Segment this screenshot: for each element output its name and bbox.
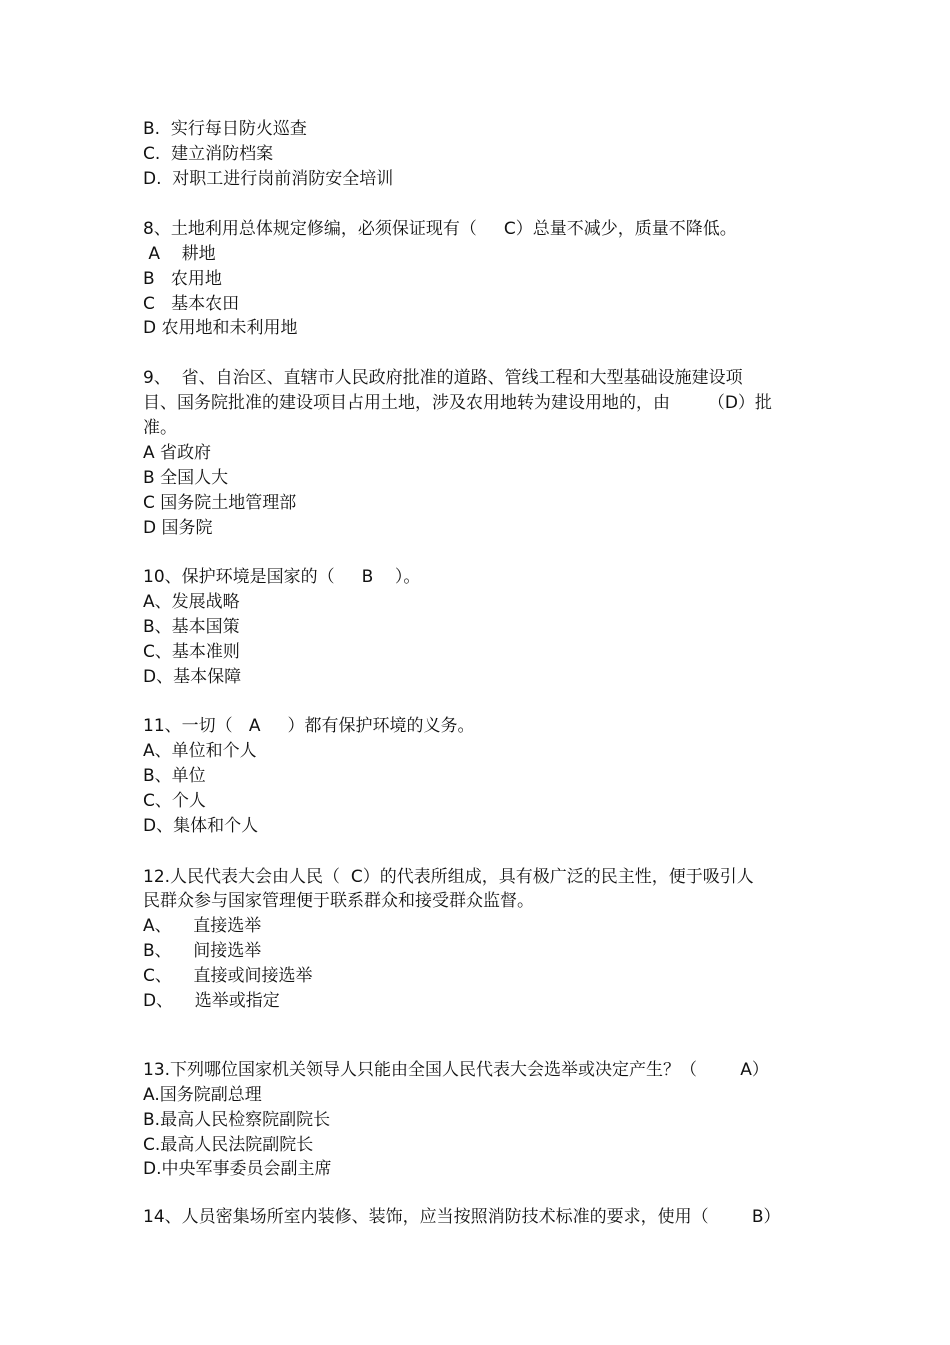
option-line: C.最高人民法院副院长	[143, 1135, 314, 1155]
option-line: B、单位	[143, 766, 206, 786]
option-line: A.国务院副总理	[143, 1085, 262, 1105]
question-line: 准。	[143, 418, 177, 438]
option-line: B、 间接选举	[143, 941, 262, 961]
option-line: A 耕地	[143, 244, 216, 264]
question-line: 12.人民代表大会由人民（ C）的代表所组成，具有极广泛的民主性，便于吸引人	[143, 867, 754, 887]
option-line: C 基本农田	[143, 294, 240, 314]
option-line: D.中央军事委员会副主席	[143, 1159, 332, 1179]
question-line: 10、保护环境是国家的（ B ）。	[143, 567, 421, 587]
question-line: 14、人员密集场所室内装修、装饰，应当按照消防技术标准的要求，使用（ B）	[143, 1207, 781, 1227]
option-line: B、基本国策	[143, 617, 240, 637]
option-line: A、发展战略	[143, 592, 240, 612]
option-line: C、基本准则	[143, 642, 240, 662]
question-line: 目、国务院批准的建设项目占用土地，涉及农用地转为建设用地的，由 （D）批	[143, 393, 772, 413]
option-line: D 农用地和未利用地	[143, 318, 298, 338]
question-line: 9、 省、自治区、直辖市人民政府批准的道路、管线工程和大型基础设施建设项	[143, 368, 743, 388]
question-line: 民群众参与国家管理便于联系群众和接受群众监督。	[143, 891, 534, 911]
option-line: B. 实行每日防火巡查	[143, 119, 307, 139]
option-line: B 农用地	[143, 269, 222, 289]
question-line: 13.下列哪位国家机关领导人只能由全国人民代表大会选举或决定产生？（ A）	[143, 1060, 769, 1080]
option-line: C. 建立消防档案	[143, 144, 274, 164]
option-line: A、 直接选举	[143, 916, 262, 936]
option-line: D. 对职工进行岗前消防安全培训	[143, 169, 394, 189]
option-line: B.最高人民检察院副院长	[143, 1110, 331, 1130]
option-line: A、单位和个人	[143, 741, 257, 761]
question-line: 8、土地利用总体规定修编，必须保证现有（ C）总量不减少，质量不降低。	[143, 219, 737, 239]
question-line: 11、一切（ A ）都有保护环境的义务。	[143, 716, 475, 736]
option-line: D、 选举或指定	[143, 991, 280, 1011]
option-line: C 国务院土地管理部	[143, 493, 297, 513]
option-line: A 省政府	[143, 443, 212, 463]
option-line: C、 直接或间接选举	[143, 966, 313, 986]
option-line: D、集体和个人	[143, 816, 259, 836]
option-line: C、个人	[143, 791, 206, 811]
option-line: D 国务院	[143, 518, 213, 538]
option-line: D、基本保障	[143, 667, 242, 687]
option-line: B 全国人大	[143, 468, 229, 488]
